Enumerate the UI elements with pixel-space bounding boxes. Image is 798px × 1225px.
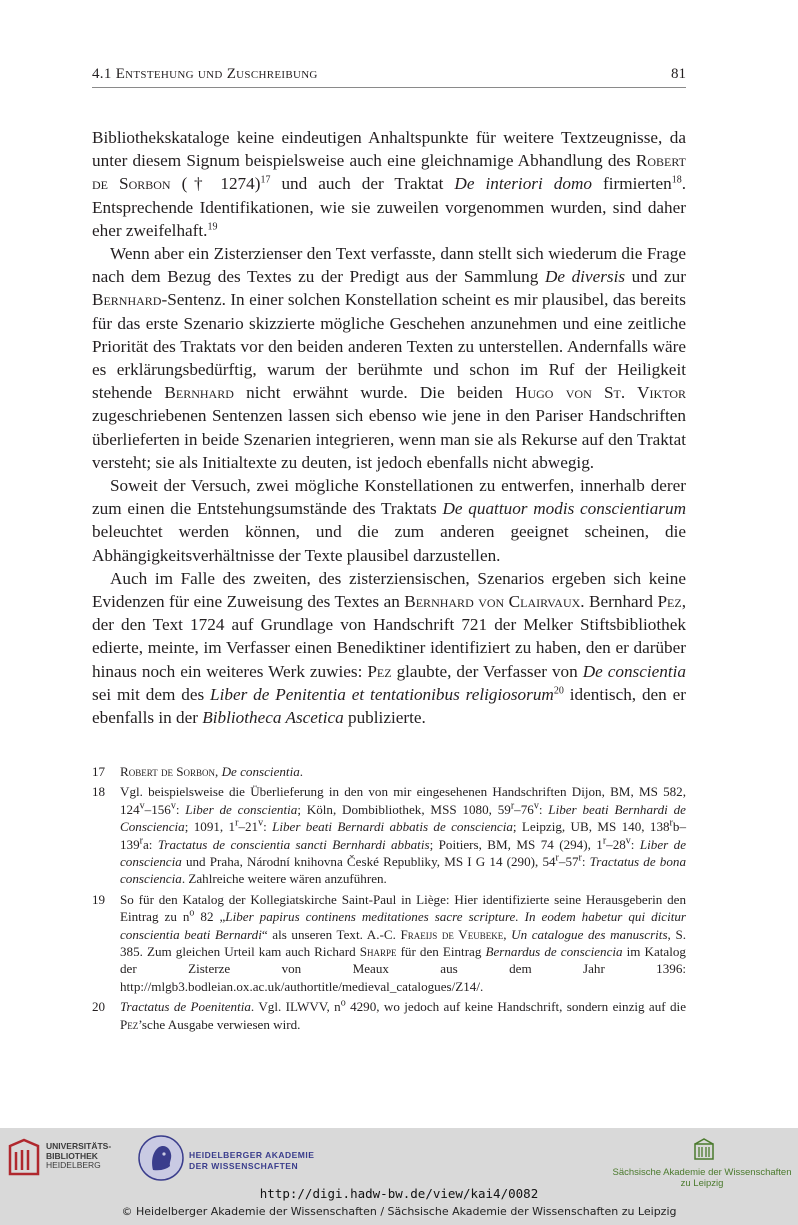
author-name: Pez (367, 661, 392, 681)
text-run: glaubte, der Verfasser von (391, 661, 583, 681)
footnotes (92, 763, 686, 1036)
hadw-label (189, 1150, 314, 1171)
footnote-text (120, 763, 686, 780)
text-run: zugeschriebenen Sentenzen lassen sich ebenso wie jene in den Pariser Handschriften überlieferten in beide Szenarien integrieren, wenn man sie als Rekurse auf den Traktat versteht; sie als Initialtexte zu deuten, ist jedoch ebenfalls nicht abwegig. (92, 406, 686, 472)
text-run: ; Poitiers, BM, MS 74 (294), 1 (429, 836, 603, 852)
text-run: († 1274) (170, 174, 261, 194)
author-name: Fraeijs de Veubeke (400, 926, 504, 942)
text-run: , S. 385. Zum gleichen Urteil kam auch Richard (120, 926, 686, 960)
folio-side: v (258, 817, 264, 829)
text-run: . Entsprechende Identifikationen, wie sie zuweilen vorgenommen wurden, sind daher eher zweifelhaft. (92, 174, 686, 240)
footnote-text (120, 998, 686, 1033)
footnote-18 (92, 783, 686, 887)
text-run: 4290, wo jedoch auf keine Handschrift, sondern einzig auf die (345, 999, 686, 1015)
text-run: ; Leipzig, UB, MS 140, 138 (512, 819, 670, 835)
text-run: ’sche Ausgabe verwiesen wird. (138, 1016, 301, 1032)
author-name: Pez (120, 1016, 139, 1032)
text-run: Bibliothekskataloge keine eindeutigen Anhaltspunkte für weitere Textzeugnisse, da unter diesem Signum beispielsweise auch eine gleichnamige Abhandlung des (92, 128, 686, 171)
folio-side: r (555, 852, 559, 864)
text-run: . (299, 764, 304, 779)
text-run: “ als unseren Text. A.-C. (261, 926, 401, 942)
work-title: Tractatus de conscientia sancti Bernhardi abbatis (157, 836, 430, 852)
ub-heidelberg-logo-icon (8, 1138, 40, 1176)
author-name: Pez (657, 592, 682, 612)
text-run: : (538, 801, 549, 817)
author-name: Bernhard von Clairvaux (404, 592, 581, 612)
text-run: 82 „ (194, 909, 226, 925)
hadw-line: DER WISSENSCHAFTEN (189, 1160, 299, 1171)
folio-side: v (170, 800, 176, 812)
text-run: firmierten (591, 174, 672, 194)
text-run: -Sentenz. In einer solchen Konstellation scheint es mir plausibel, das bereits für das erste Szenario skizzierte mögliche Geschehen anzunehmen und eine zeitliche Priorität des Traktats vor den beiden anderen Texten zu unterstellen. Andernfalls wäre es erklärungsbedürftig, warum der berühmte und schon im Ruf der Heiligkeit stehende (92, 290, 686, 403)
ub-line: BIBLIOTHEK (46, 1150, 98, 1161)
running-head (92, 66, 686, 88)
author-name: Hugo von St. Viktor (515, 383, 686, 403)
work-title: Liber papirus continens meditationes sacre scripture. In eodem habetur qui dicitur conscientia beati Bernardi (120, 909, 687, 942)
text-run: , (503, 926, 512, 942)
section-title: 4.1 Entstehung und Zuschreibung (92, 66, 318, 82)
work-title: De diversis (544, 267, 626, 287)
hadw-line: HEIDELBERGER AKADEMIE (189, 1150, 315, 1160)
text-run: . Bernhard (580, 592, 658, 612)
saw-line: zu Leipzig (680, 1178, 724, 1189)
folio-side: r (602, 835, 607, 847)
footnote-20 (92, 998, 686, 1033)
hadw-logo[interactable] (137, 1134, 337, 1184)
author-name: Bernhard (92, 290, 162, 310)
text-run: : (581, 854, 590, 870)
text-run: identisch, den er ebenfalls in der (92, 684, 687, 728)
paragraph-1 (92, 126, 686, 242)
folio-side: r (139, 835, 143, 847)
work-title: Tractatus de bona consciencia (120, 854, 686, 887)
footnote-text (120, 783, 686, 887)
footnote-text (120, 891, 686, 995)
paragraph-2 (92, 242, 686, 474)
text-run: So für den Katalog der Kollegiatskirche Saint-Paul in Liège: Hier identifizierte seine Herausgeberin den Eintrag zu n (120, 891, 686, 925)
text-run: und auch der Traktat (270, 174, 455, 194)
main-text (92, 126, 686, 729)
text-run: sei mit dem des (92, 684, 211, 704)
text-run: . Vgl. ILWVV, n (250, 999, 341, 1015)
work-title: De conscientia (221, 764, 300, 779)
text-run: –156 (144, 801, 171, 817)
text-run: nicht erwähnt wurde. Die beiden (233, 383, 516, 403)
url-text: im Katalog der Zisterze von Meaux aus dem Jahr 1396: http://mlgb3.bodleian.ox.ac.uk/authortitle/medieval_catalogues/Z14/. (120, 944, 686, 994)
text-run: ; Köln, Dombibliothek, MSS 1080, 59 (297, 801, 511, 817)
footnote-number: 19 (92, 891, 106, 907)
footnote-ref[interactable]: 19 (207, 221, 218, 233)
work-title: Tractatus de Poenitentia (120, 999, 251, 1015)
hadw-head-logo-icon (137, 1134, 185, 1182)
text-run: b–139 (120, 819, 686, 852)
folio-side: r (510, 800, 515, 812)
text-run: Wenn aber ein Zisterzienser den Text verfasste, dann stellt sich wiederum die Frage nach dem Bezug des Textes zu der Predigt aus der Sammlung (92, 244, 686, 287)
ub-line: HEIDELBERG (46, 1160, 101, 1170)
text-run: , (215, 764, 222, 779)
folio-side: v (625, 835, 631, 847)
footnote-ref[interactable]: 18 (671, 174, 682, 186)
text-run: für den Eintrag (396, 944, 486, 960)
permalink-url[interactable]: http://digi.hadw-bw.de/view/kai4/0082 (259, 1186, 539, 1201)
author-name: Sharpe (359, 944, 397, 960)
text-run: publizierte. (343, 708, 426, 728)
text-run: Auch im Falle des zweiten, des zisterziensischen, Szenarios ergeben sich keine Evidenzen für eine Zuweisung des Textes an (92, 568, 686, 612)
work-title: Un catalogue des manuscrits (511, 926, 668, 942)
author-name: Robert de Sorbon (92, 151, 686, 194)
paragraph-4 (92, 567, 686, 729)
work-title: Liber de consciencia (120, 836, 687, 870)
text-run: : (175, 801, 186, 817)
text-run: und zur (625, 267, 686, 287)
work-title: De conscientia (582, 661, 686, 681)
footnote-number: 17 (92, 764, 106, 779)
text-run: Soweit der Versuch, zwei mögliche Konstellationen zu entwerfen, innerhalb derer zum einen die Entstehungsumstände des Traktats (92, 476, 686, 519)
text-run: –76 (514, 801, 534, 817)
ub-heidelberg-label (46, 1142, 111, 1171)
work-title: De quattuor modis conscientiarum (442, 499, 686, 519)
work-title: De interiori domo (454, 174, 592, 194)
footnote-number: 18 (92, 784, 106, 800)
page-number: 81 (671, 66, 686, 82)
text-run: : (630, 836, 640, 852)
work-title: Liber beati Bernhardi de Consciencia (120, 801, 686, 835)
work-title: Liber beati Bernardi abbatis de consciencia (272, 819, 513, 835)
ub-line: UNIVERSITÄTS- (46, 1141, 112, 1151)
text-run: ; 1091, 1 (184, 819, 236, 835)
folio-side: v (139, 800, 145, 812)
author-name: Robert de Sorbon (120, 764, 216, 779)
text-run: –28 (606, 836, 626, 852)
text-run: a: (142, 836, 158, 852)
text-run: beleuchtet werden können, und die zum anderen geeignet scheinen, die Abhängigkeitsverhältnisse der Texte plausibel darzustellen. (92, 522, 686, 565)
saw-logo[interactable] (612, 1134, 792, 1194)
number-sign: o (189, 907, 195, 919)
work-title: Liber de conscientia (185, 801, 298, 817)
saw-building-logo-icon (694, 1138, 714, 1160)
folio-side: r (235, 817, 239, 829)
footnote-17 (92, 763, 686, 780)
footnote-ref[interactable]: 20 (553, 685, 564, 697)
saw-line: Sächsische Akademie der Wissenschaften (612, 1167, 792, 1178)
paragraph-3 (92, 474, 686, 567)
text-run: Vgl. beispielsweise die Überlieferung in den von mir eingesehenen Handschriften Dijon, BM, MS 582, 124 (120, 784, 686, 817)
author-name: Bernhard (164, 383, 234, 403)
text-run: . Zahlreiche weitere wären anzuführen. (181, 871, 387, 887)
text-run: und Praha, Národní knihovna České Republiky, MS I G 14 (290), 54 (181, 854, 556, 870)
text-run: –21 (238, 819, 259, 835)
footnote-number: 20 (92, 999, 106, 1015)
folio-side: r (669, 817, 673, 829)
work-title: Bernardus de consciencia (485, 944, 623, 960)
folio-side: v (533, 800, 539, 812)
number-sign: o (340, 997, 346, 1009)
text-run: , der den Text 1724 auf Grundlage von Handschrift 721 der Melker Stiftsbibliothek edierte, meinte, im Verfasser einen Benediktiner identifiziert zu haben, den er darüber hinaus noch ein weiteres Werk zuwies: (92, 592, 686, 681)
text-run: : (263, 819, 273, 835)
folio-side: r (578, 852, 582, 864)
work-title: Liber de Penitentia et tentationibus religiosorum (210, 684, 554, 704)
ub-heidelberg-logo[interactable] (8, 1138, 112, 1176)
copyright-notice: © Heidelberger Akademie der Wissenschaften / Sächsische Akademie der Wissenschaften zu Leipzig (121, 1205, 677, 1218)
footnote-19 (92, 891, 686, 995)
work-title: Bibliotheca Ascetica (202, 708, 344, 728)
footnote-ref[interactable]: 17 (260, 174, 271, 186)
text-run: –57 (558, 854, 579, 870)
